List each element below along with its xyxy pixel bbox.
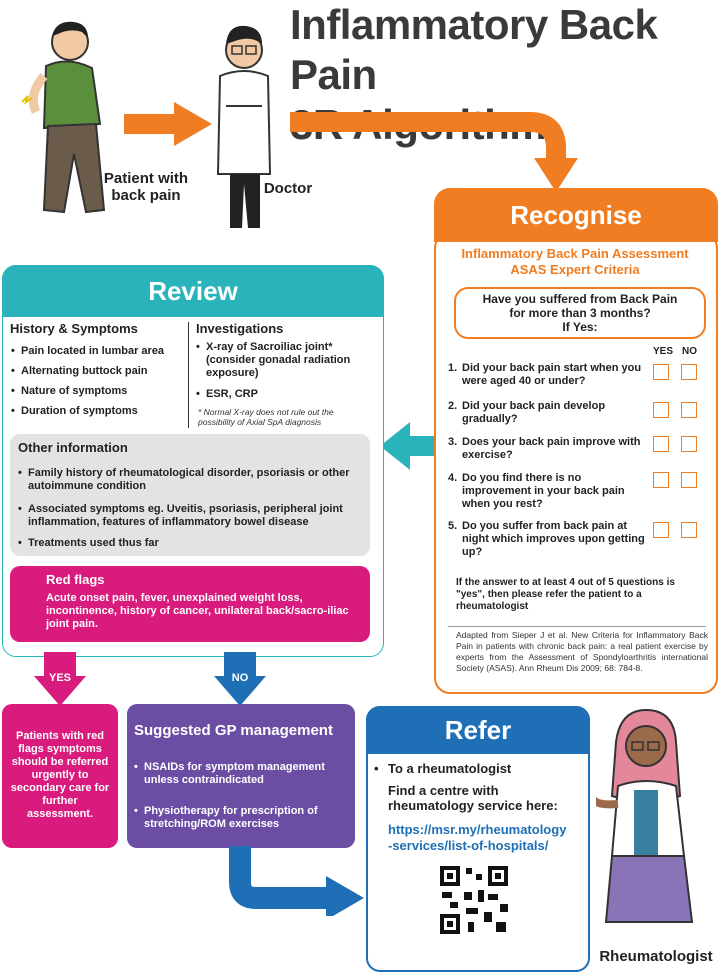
red-flags-title: Red flags <box>46 572 105 587</box>
bullet-icon: • <box>374 761 379 776</box>
other-information-title: Other information <box>18 440 128 455</box>
yes-branch-label: YES <box>48 672 71 684</box>
hospital-list-link[interactable]: https://msr.my/rheumatology -services/list-of-hospitals/ <box>388 822 567 853</box>
gp-item: • Physiotherapy for prescription of stretching/ROM exercises <box>144 805 350 831</box>
urgent-referral-text: Patients with red flags symptoms should be referred urgently to secondary care for further assessment. <box>10 730 110 820</box>
doctor-label: Doctor <box>263 180 313 197</box>
history-item: • Pain located in lumbar area <box>21 345 164 358</box>
investigation-item: • X-ray of Sacroiliac joint* (consider gonadal radiation exposure) <box>206 341 376 380</box>
investigations-title: Investigations <box>196 321 284 336</box>
scoring-rule: If the answer to at least 4 out of 5 questions is "yes", then please refer the patient to a rheumatologist <box>456 577 675 612</box>
yes-checkbox[interactable] <box>653 522 669 538</box>
other-item: • Family history of rheumatological disorder, psoriasis or other autoimmune condition <box>28 467 366 493</box>
criteria-question: 5. Do you suffer from back pain at night which improves upon getting up? <box>448 520 645 558</box>
urgent-referral-panel <box>2 704 118 848</box>
arrow-right-icon <box>124 102 214 146</box>
xray-footnote: * Normal X-ray does not rule out the possibility of Axial SpA diagnosis <box>198 407 334 427</box>
other-item: • Treatments used thus far <box>28 537 159 550</box>
gp-item: • NSAIDs for symptom management unless contraindicated <box>144 761 350 787</box>
qr-code-icon[interactable] <box>438 864 510 936</box>
arrow-right-icon <box>226 846 366 916</box>
arrow-left-icon <box>380 420 436 472</box>
patient-label: Patient with back pain <box>103 170 189 204</box>
history-item: • Duration of symptoms <box>21 405 138 418</box>
yes-checkbox[interactable] <box>653 472 669 488</box>
no-checkbox[interactable] <box>681 364 697 380</box>
refer-bullet: • To a rheumatologist <box>374 761 512 776</box>
asas-criteria-title: Inflammatory Back Pain Assessment ASAS Expert Criteria <box>461 246 689 277</box>
citation: Adapted from Sieper J et al. New Criteria for Inflammatory Back Pain in patients with chronic back pain: a real patient exercise by experts from the Assessment of Spondyloarthritis international Society (ASAS). Ann Rheum Dis 2009; 68: 784-8. <box>456 630 708 673</box>
investigation-item: • ESR, CRP <box>206 388 258 401</box>
yes-checkbox[interactable] <box>653 436 669 452</box>
history-title: History & Symptoms <box>10 321 138 336</box>
yes-column-header: YES <box>653 346 674 357</box>
rheumatologist-label: Rheumatologist <box>599 948 713 965</box>
divider <box>448 626 706 627</box>
refer-heading: Refer <box>366 706 590 754</box>
gp-management-title: Suggested GP management <box>134 722 333 739</box>
page-title: Inflammatory Back Pain 3R Algorithm <box>290 1 658 148</box>
criteria-question: 3. Does your back pain improve with exercise? <box>448 436 641 461</box>
column-divider <box>188 322 189 428</box>
rheumatologist-illustration <box>596 706 716 938</box>
recognise-heading: Recognise <box>434 188 718 242</box>
no-checkbox[interactable] <box>681 436 697 452</box>
yes-checkbox[interactable] <box>653 364 669 380</box>
no-checkbox[interactable] <box>681 472 697 488</box>
no-column-header: NO <box>682 346 697 357</box>
no-checkbox[interactable] <box>681 522 697 538</box>
screening-question: Have you suffered from Back Pain for more than 3 months? If Yes: <box>454 287 706 339</box>
history-item: • Alternating buttock pain <box>21 365 148 378</box>
no-branch-label: NO <box>231 672 249 684</box>
other-item: • Associated symptoms eg. Uveitis, psoriasis, peripheral joint inflammation, features of inflammatory bowel disease <box>28 503 368 529</box>
no-checkbox[interactable] <box>681 402 697 418</box>
history-item: • Nature of symptoms <box>21 385 127 398</box>
review-heading: Review <box>2 265 384 317</box>
criteria-question: 2. Did your back pain develop gradually? <box>448 400 606 425</box>
doctor-illustration <box>208 14 278 236</box>
criteria-question: 4. Do you find there is no improvement in your back pain when you rest? <box>448 472 625 510</box>
refer-find-text: Find a centre with rheumatology service here: <box>388 783 558 813</box>
criteria-question: 1. Did your back pain start when you were aged 40 or under? <box>448 362 642 387</box>
red-flags-text: Acute onset pain, fever, unexplained weight loss, incontinence, history of cancer, unilateral back/sacro-iliac joint pain. <box>46 592 349 630</box>
yes-checkbox[interactable] <box>653 402 669 418</box>
